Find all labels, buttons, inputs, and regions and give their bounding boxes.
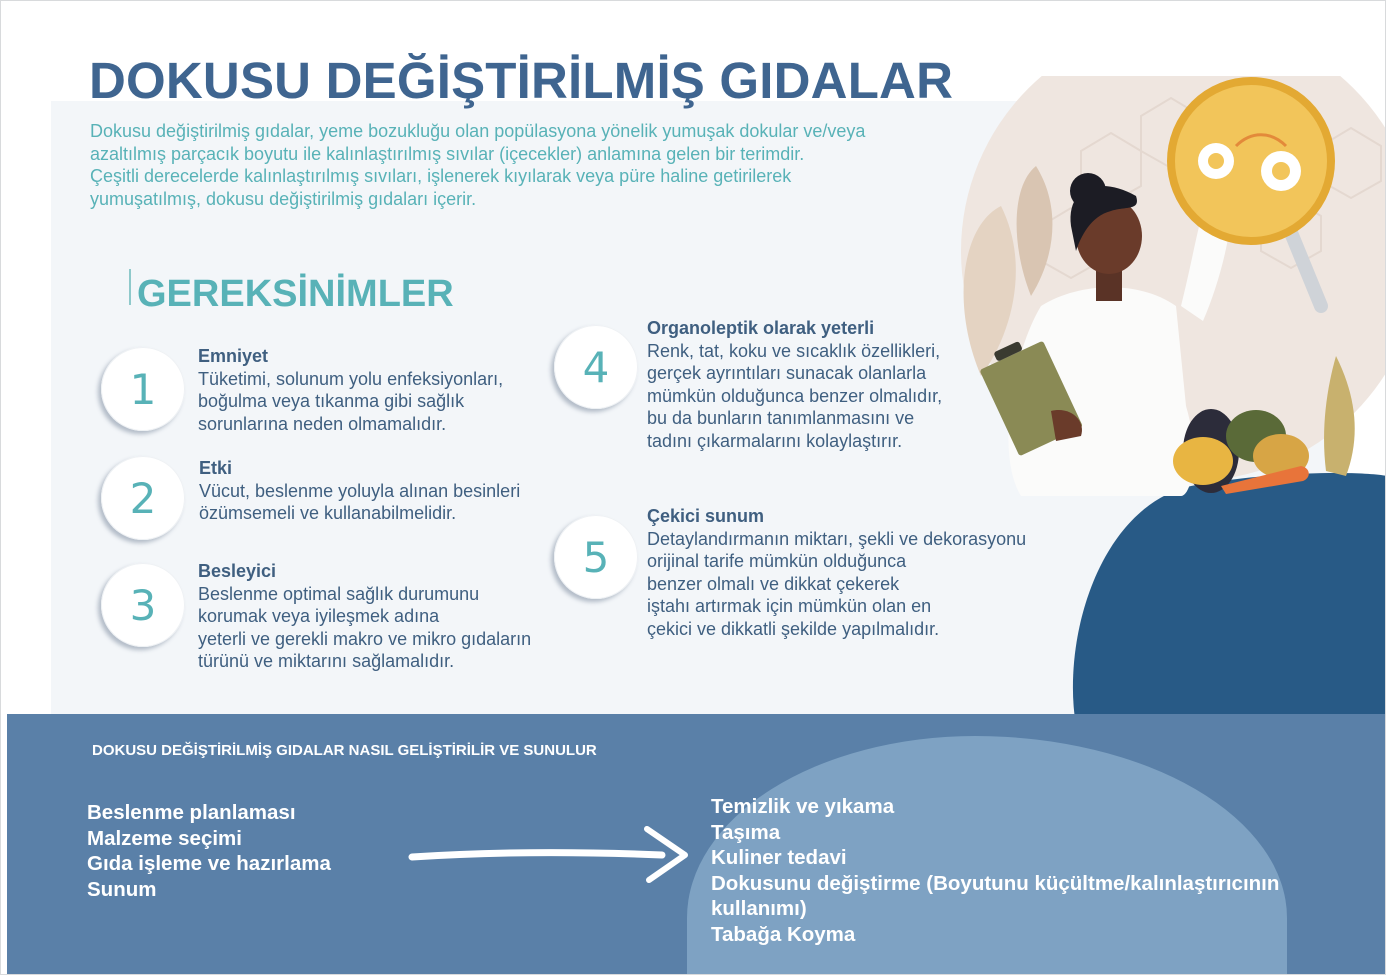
requirement-line: orijinal tarife mümkün olduğunca (647, 551, 907, 571)
requirement-line: boğulma veya tıkanma gibi sağlık (198, 391, 465, 411)
requirement-item-organoleptic (647, 317, 942, 452)
requirement-line: Vücut, beslenme yoluyla alınan besinleri (199, 480, 521, 501)
process-detail: Tabağa Koyma (711, 922, 856, 946)
magnifier-icon (1171, 81, 1331, 241)
process-detail: Kuliner tedavi (711, 846, 847, 869)
intro-line: azaltılmış parçacık boyutu ile kalınlaştırılmış sıvılar (içecekler) anlamına gelen bir terimdir. (90, 143, 805, 164)
number-circle-3: 3 (101, 563, 185, 647)
requirement-line: çekici ve dikkatli şekilde yapılmalıdır. (647, 618, 940, 639)
requirement-line: yeterli ve gerekli makro ve mikro gıdaların (198, 628, 532, 649)
intro-line: Dokusu değiştirilmiş gıdalar, yeme bozukluğu olan popülasyona yönelik yumuşak dokular ve/veya (90, 121, 866, 141)
requirement-item-safety (198, 345, 503, 435)
requirement-line: gerçek ayrıntıları sunacak olanlarla (647, 363, 927, 383)
intro-line: Çeşitli derecelerde kalınlaştırılmış sıvıları, işlenerek kıyılarak veya püre haline getirilerek (90, 166, 792, 186)
requirement-heading: Organoleptik olarak yeterli (647, 318, 875, 338)
number-circle-4: 4 (554, 325, 638, 409)
requirement-line: özümsemeli ve kullanabilmelidir. (199, 503, 457, 523)
right-arrow-icon (407, 824, 692, 884)
requirement-line: Renk, tat, koku ve sıcaklık özellikleri, (647, 340, 941, 361)
process-band (7, 714, 1385, 975)
requirement-item-effect (199, 457, 520, 525)
number-circle-2: 2 (101, 456, 185, 540)
number-circle-1: 1 (101, 347, 185, 431)
requirements-heading: GEREKSİNİMLER (137, 273, 454, 315)
process-detail: Dokusunu değiştirme (Boyutunu küçültme/kalınlaştırıcının (711, 871, 1280, 895)
requirement-line: Tüketimi, solunum yolu enfeksiyonları, (198, 368, 504, 389)
requirement-heading: Çekici sunum (647, 506, 765, 526)
requirement-heading: Besleyici (198, 561, 277, 581)
requirement-line: mümkün olduğunca benzer olmalıdır, (647, 385, 943, 406)
process-step: Gıda işleme ve hazırlama (87, 852, 331, 875)
process-details-list (711, 794, 1279, 947)
process-step: Sunum (87, 877, 157, 901)
process-detail: kullanımı) (711, 897, 807, 920)
requirement-line: türünü ve miktarını sağlamalıdır. (198, 651, 455, 671)
requirement-line: Beslenme optimal sağlık durumunu (198, 583, 480, 604)
requirement-heading: Etki (199, 458, 233, 478)
requirement-item-presentation (647, 505, 1026, 640)
requirement-line: bu da bunların tanımlanmasını ve (647, 408, 915, 428)
process-title: DOKUSU DEĞİŞTİRİLMİŞ GIDALAR NASIL GELİŞTİRİLİR VE SUNULUR (92, 742, 597, 759)
requirement-item-nutritious (198, 560, 531, 673)
requirement-line: iştahı artırmak için mümkün olan en (647, 596, 932, 616)
requirement-heading: Emniyet (198, 346, 269, 366)
intro-line: yumuşatılmış, dokusu değiştirilmiş gıdaları içerir. (90, 188, 477, 209)
intro-paragraph (90, 120, 990, 210)
process-step: Beslenme planlaması (87, 801, 296, 824)
requirement-line: benzer olmalı ve dikkat çekerek (647, 573, 900, 594)
section-accent-bar (129, 269, 131, 305)
requirement-line: Detaylandırmanın miktarı, şekli ve dekorasyonu (647, 528, 1027, 549)
number-circle-5: 5 (554, 515, 638, 599)
process-steps-list (87, 800, 331, 902)
page-title: DOKUSU DEĞİŞTİRİLMİŞ GIDALAR (89, 52, 954, 109)
process-detail: Temizlik ve yıkama (711, 795, 895, 818)
process-detail: Taşıma (711, 820, 781, 844)
requirement-line: tadını çıkarmalarını kolaylaştırır. (647, 430, 903, 451)
process-step: Malzeme seçimi (87, 826, 242, 850)
requirement-line: sorunlarına neden olmamalıdır. (198, 413, 447, 434)
body-shape (1073, 473, 1386, 726)
requirement-line: korumak veya iyileşmek adına (198, 606, 440, 626)
